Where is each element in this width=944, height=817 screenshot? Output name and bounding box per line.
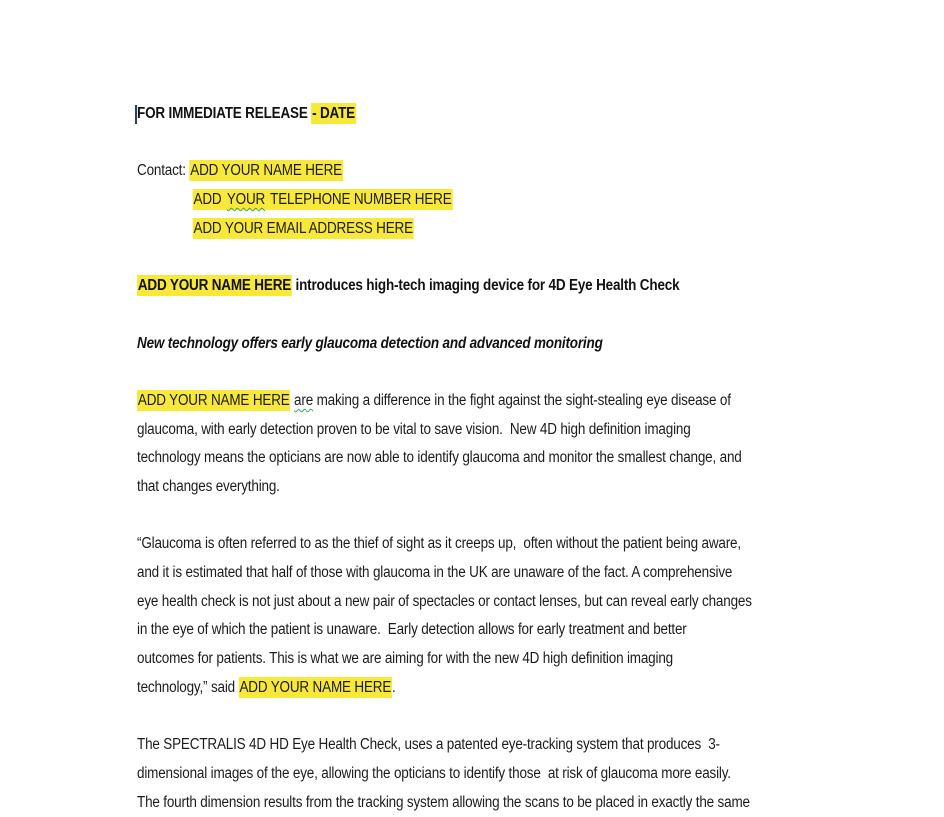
text-line[interactable] bbox=[137, 387, 833, 416]
placeholder-highlight[interactable]: ADD YOUR NAME HERE bbox=[189, 160, 342, 181]
placeholder-highlight[interactable]: YOUR bbox=[226, 189, 266, 210]
placeholder-highlight[interactable]: ADD bbox=[193, 189, 226, 210]
text-run: technology,” said bbox=[137, 679, 239, 696]
text-line[interactable] bbox=[137, 588, 833, 617]
text-run: and it is estimated that half of those with glaucoma in the UK are unaware of the fact. A comprehensive bbox=[137, 564, 732, 581]
text-line[interactable] bbox=[137, 330, 833, 359]
placeholder-highlight[interactable]: ADD YOUR NAME HERE bbox=[137, 275, 292, 296]
text-line[interactable] bbox=[137, 645, 833, 674]
blank-line bbox=[137, 702, 833, 731]
text-run: Contact: bbox=[137, 162, 189, 179]
blank-line bbox=[137, 129, 833, 158]
text-run: . bbox=[392, 679, 396, 696]
blank-line bbox=[137, 358, 833, 387]
placeholder-highlight[interactable]: ADD YOUR NAME HERE bbox=[137, 390, 290, 411]
text-run: making a difference in the fight against the sight-stealing eye disease of bbox=[313, 392, 731, 409]
text-line[interactable] bbox=[137, 473, 833, 502]
placeholder-highlight[interactable]: TELEPHONE NUMBER HERE bbox=[266, 189, 452, 210]
text-run: technology means the opticians are now able to identify glaucoma and monitor the smallest change, and bbox=[137, 449, 742, 466]
text-run: introduces high-tech imaging device for 4D Eye Health Check bbox=[292, 277, 679, 294]
text-run: in the eye of which the patient is unaware. Early detection allows for early treatment and better bbox=[137, 621, 687, 638]
text-line[interactable] bbox=[137, 616, 833, 645]
text-run: The fourth dimension results from the tracking system allowing the scans to be placed in exactly the same bbox=[137, 794, 750, 811]
text-line[interactable] bbox=[137, 444, 833, 473]
text-line[interactable] bbox=[137, 674, 833, 703]
text-run: The SPECTRALIS 4D HD Eye Health Check, uses a patented eye-tracking system that produces 3- bbox=[137, 736, 720, 753]
press-release-document[interactable] bbox=[137, 100, 937, 817]
text-run: glaucoma, with early detection proven to be vital to save vision. New 4D high definition imaging bbox=[137, 421, 691, 438]
text-run: are bbox=[294, 392, 313, 409]
text-line[interactable] bbox=[137, 559, 833, 588]
text-line[interactable] bbox=[137, 272, 833, 301]
blank-line bbox=[137, 502, 833, 531]
blank-line bbox=[137, 301, 833, 330]
text-line[interactable] bbox=[137, 760, 833, 789]
placeholder-highlight[interactable]: ADD YOUR NAME HERE bbox=[239, 677, 392, 698]
text-run: New technology offers early glaucoma detection and advanced monitoring bbox=[137, 335, 603, 352]
text-run: that changes everything. bbox=[137, 478, 280, 495]
text-run: dimensional images of the eye, allowing the opticians to identify those at risk of glaucoma more easily. bbox=[137, 765, 731, 782]
text-line[interactable] bbox=[137, 100, 833, 129]
text-run: “Glaucoma is often referred to as the thief of sight as it creeps up, often without the patient being aware, bbox=[137, 535, 741, 552]
placeholder-highlight[interactable]: - DATE bbox=[311, 103, 356, 124]
text-line[interactable] bbox=[137, 416, 833, 445]
text-run: outcomes for patients. This is what we are aiming for with the new 4D high definition imaging bbox=[137, 650, 673, 667]
text-line[interactable] bbox=[137, 731, 833, 760]
text-line[interactable] bbox=[137, 157, 833, 186]
text-line[interactable] bbox=[137, 530, 833, 559]
text-line[interactable] bbox=[137, 789, 833, 817]
text-line[interactable] bbox=[137, 215, 833, 244]
text-line[interactable] bbox=[137, 186, 833, 215]
blank-line bbox=[137, 243, 833, 272]
text-run: eye health check is not just about a new pair of spectacles or contact lenses, but can reveal early changes bbox=[137, 593, 752, 610]
placeholder-highlight[interactable]: ADD YOUR EMAIL ADDRESS HERE bbox=[193, 218, 414, 239]
text-run: FOR IMMEDIATE RELEASE bbox=[137, 105, 311, 122]
